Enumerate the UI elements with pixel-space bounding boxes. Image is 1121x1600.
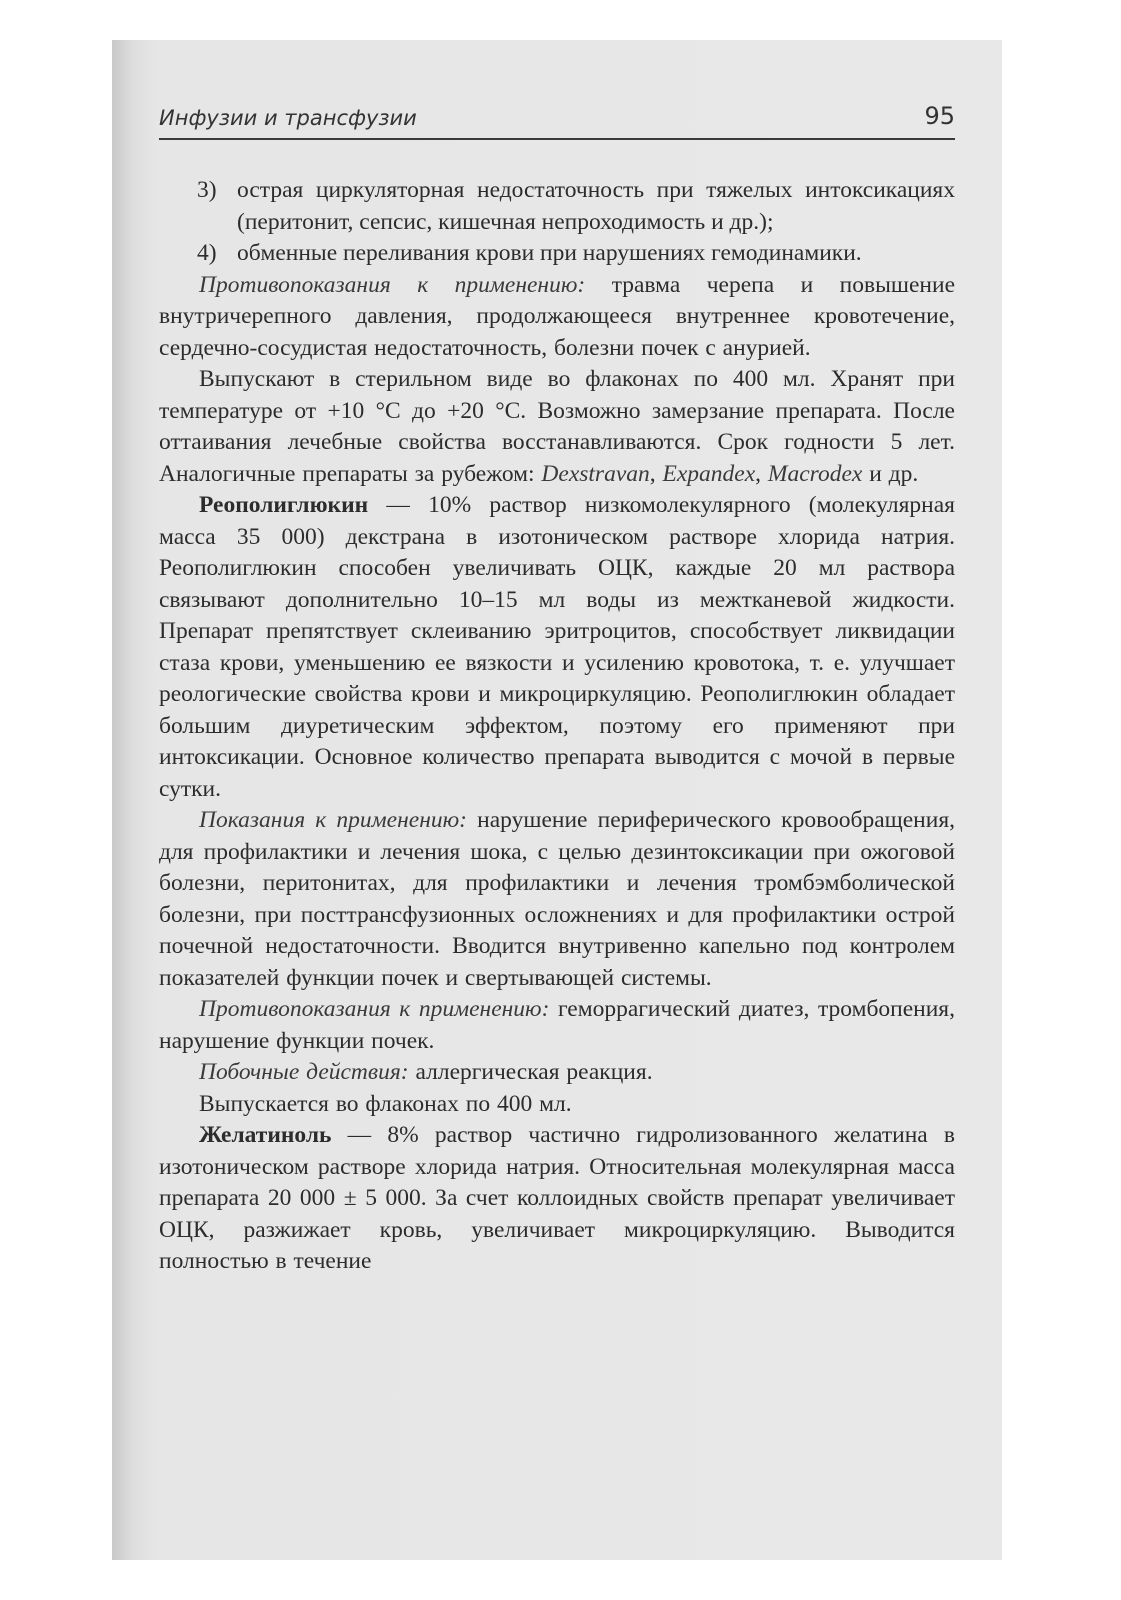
list-item-text: острая циркуляторная недостаточность при тяжелых интоксикациях (перитонит, сепсис, кишечная непроходимость и др.); bbox=[237, 177, 955, 235]
side-effects-label: Побочные действия: bbox=[199, 1059, 409, 1085]
page-header bbox=[159, 94, 955, 140]
paragraph-contraindications-1 bbox=[159, 270, 955, 365]
paragraph-gelatinol bbox=[159, 1120, 955, 1278]
release-tail: и др. bbox=[862, 460, 919, 487]
foreign-drug-name: Expandex bbox=[662, 460, 756, 487]
paragraph-release-form-2 bbox=[159, 1089, 955, 1121]
indications-label: Показания к применению: bbox=[199, 807, 468, 833]
paragraph-contraindications-2 bbox=[159, 994, 955, 1057]
running-head: Инфузии и трансфузии bbox=[159, 106, 417, 130]
page-body bbox=[159, 175, 955, 1278]
side-effects-text: аллергическая реакция. bbox=[408, 1059, 653, 1085]
drug-description: — 8% раствор частично гидролизованного желатина в изотоническом растворе хлорида натрия. Относительная молекулярная масса препарата 20 000 ± 5 000. За счет коллоидных свойств препарат увеличивает ОЦК, разжижает кровь, увеличивает микроциркуляцию. Выводится полностью в течение bbox=[159, 1122, 955, 1274]
release-text: Выпускают в стерильном виде во флаконах по 400 мл. Хранят при температуре от +10 °С до +20 °С. Возможно замерзание препарата. После оттаивания лечебные свойства восстанавливаются. Срок годности 5 лет. Аналогичные препараты за рубежом: bbox=[159, 366, 955, 487]
contraindications-label: Противопоказания к применению: bbox=[199, 271, 586, 298]
list-item-number: 3) bbox=[197, 177, 217, 203]
paragraph-reopoliglukin bbox=[159, 490, 955, 805]
paragraph-side-effects bbox=[159, 1057, 955, 1089]
paragraph-indications bbox=[159, 805, 955, 994]
drug-term: Реополиглюкин bbox=[199, 492, 369, 518]
drug-term: Желатиноль bbox=[199, 1122, 332, 1148]
foreign-drug-name: Dexstravan bbox=[541, 460, 650, 487]
indications-text: нарушение периферического кровообращения, для профилактики и лечения шока, с целью дезинтоксикации при ожоговой болезни, перитонитах, для профилактики и лечения тромбэмболической болезни, при посттрансфузионных осложнениях и для профилактики острой почечной недостаточности. Вводится внутривенно капельно под контролем показателей функции почек и свертывающей системы. bbox=[159, 807, 955, 991]
list-item-text: обменные переливания крови при нарушениях гемодинамики. bbox=[237, 240, 862, 266]
contraindications-text: травма черепа и повышение внутричерепного давления, продолжающееся внутреннее кровотечение, сердечно-сосудистая недостаточность, болезни почек с анурией. bbox=[159, 271, 955, 361]
contraindications-label: Противопоказания к применению: bbox=[199, 996, 550, 1022]
list-item bbox=[159, 238, 955, 270]
foreign-drug-name: Macrodex bbox=[767, 460, 863, 487]
list-item-number: 4) bbox=[197, 240, 217, 266]
separator: , bbox=[755, 460, 768, 487]
separator: , bbox=[649, 460, 663, 487]
page-number: 95 bbox=[924, 102, 955, 130]
release-text: Выпускается во флаконах по 400 мл. bbox=[199, 1090, 572, 1117]
book-page bbox=[112, 40, 1002, 1560]
contraindications-text: геморрагический диатез, тромбопения, нарушение функции почек. bbox=[159, 996, 955, 1054]
paragraph-release-form bbox=[159, 364, 955, 490]
drug-description: — 10% раствор низкомолекулярного (молекулярная масса 35 000) декстрана в изотоническом растворе хлорида натрия. Реополиглюкин способен увеличивать ОЦК, каждые 20 мл раствора связывают дополнительно 10–15 мл воды из межтканевой жидкости. Препарат препятствует склеиванию эритроцитов, способствует ликвидации стаза крови, уменьшению ее вязкости и усилению кровотока, т. е. улучшает реологические свойства крови и микроциркуляцию. Реополиглюкин обладает большим диуретическим эффектом, поэтому его применяют при интоксикации. Основное количество препарата выводится с мочой в первые сутки. bbox=[159, 492, 955, 802]
list-item bbox=[159, 175, 955, 238]
